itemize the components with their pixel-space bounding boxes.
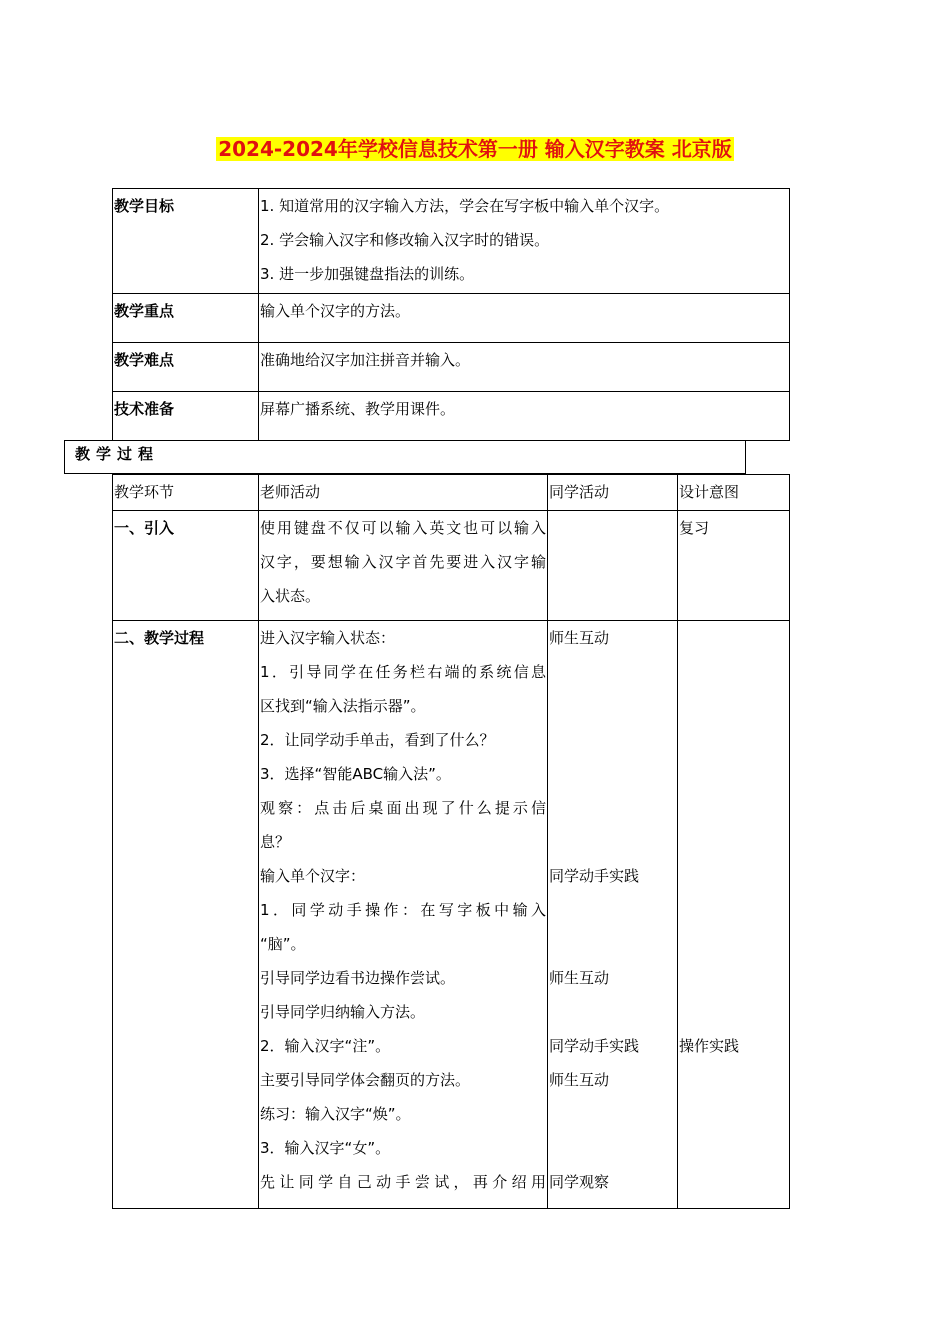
stage-cell: 二、教学过程 bbox=[113, 621, 259, 1209]
table-row bbox=[113, 189, 790, 294]
process-table bbox=[112, 474, 790, 1209]
table-row bbox=[113, 511, 790, 621]
student-cell bbox=[548, 511, 678, 621]
column-header: 同学活动 bbox=[548, 475, 678, 511]
row-content: 准确地给汉字加注拼音并输入。 bbox=[259, 343, 790, 392]
teacher-cell: 进入汉字输入状态： 1．引导同学在任务栏右端的系统信息 区找到“输入法指示器”。 2．让同学动手单击，看到了什么？ 3．选择“智能ABC输入法”。 观察：点击后桌面出现了什么提示信 息？ 输入单个汉字： 1．同学动手操作：在写字板中输入 “脑”。 引导同学边看书边操作尝试。 引导同学归纳输入方法。 2．输入汉字“注”。 主要引导同学体会翻页的方法。 练习：输入汉字“焕”。 3．输入汉字“女”。 先让同学自己动手尝试，再介绍用 bbox=[259, 621, 548, 1209]
row-content: 1. 知道常用的汉字输入方法，学会在写字板中输入单个汉字。 2. 学会输入汉字和修改输入汉字时的错误。 3. 进一步加强键盘指法的训练。 bbox=[259, 189, 790, 294]
intent-cell: 复习 bbox=[678, 511, 790, 621]
column-header: 设计意图 bbox=[678, 475, 790, 511]
table-header-row bbox=[113, 475, 790, 511]
info-table bbox=[112, 188, 790, 441]
table-row bbox=[113, 392, 790, 441]
intent-cell: 操作实践 bbox=[678, 621, 790, 1209]
table-row bbox=[113, 343, 790, 392]
row-content: 屏幕广播系统、教学用课件。 bbox=[259, 392, 790, 441]
table-row bbox=[113, 621, 790, 1209]
section-header: 教学过程 bbox=[64, 440, 746, 474]
row-label: 教学目标 bbox=[113, 189, 259, 294]
row-label: 技术准备 bbox=[113, 392, 259, 441]
row-label: 教学难点 bbox=[113, 343, 259, 392]
document-title: 2024-2024年学校信息技术第一册 输入汉字教案 北京版 bbox=[218, 137, 732, 161]
stage-cell: 一、引入 bbox=[113, 511, 259, 621]
student-cell: 师生互动 同学动手实践 师生互动 同学动手实践 师生互动 同学观察 bbox=[548, 621, 678, 1209]
row-content: 输入单个汉字的方法。 bbox=[259, 294, 790, 343]
column-header: 教学环节 bbox=[113, 475, 259, 511]
row-label: 教学重点 bbox=[113, 294, 259, 343]
teacher-cell: 使用键盘不仅可以输入英文也可以输入 汉字，要想输入汉字首先要进入汉字输 入状态。 bbox=[259, 511, 548, 621]
column-header: 老师活动 bbox=[259, 475, 548, 511]
table-row bbox=[113, 294, 790, 343]
